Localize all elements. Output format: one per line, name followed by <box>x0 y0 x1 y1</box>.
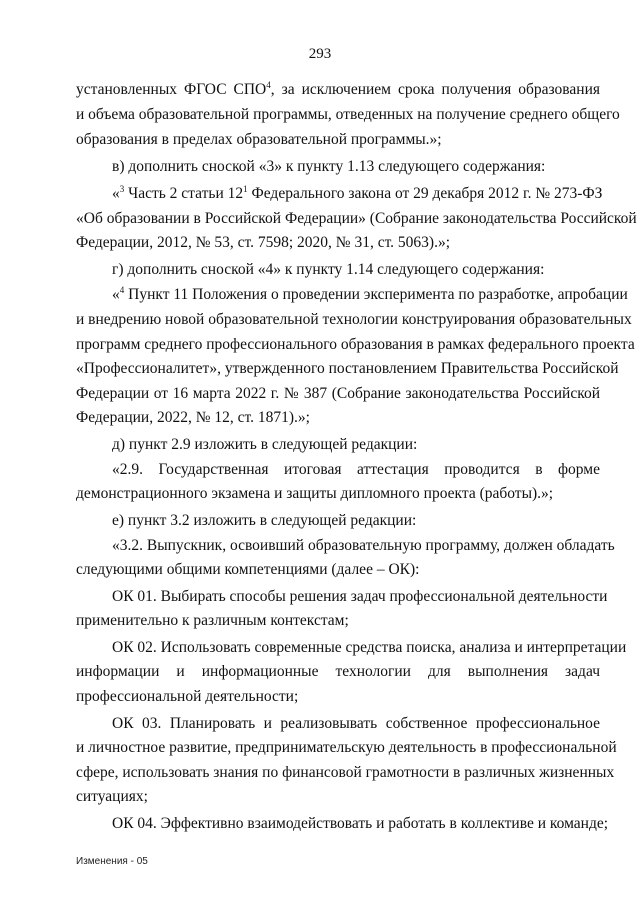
text-line: и объема образовательной программы, отведенных на получение среднего общего <box>76 106 620 123</box>
text-line: Федерации от 16 марта 2022 г. № 387 (Собрание законодательства Российской <box>76 385 600 402</box>
text-line: Федерации, 2022, № 12, ст. 1871).»; <box>76 409 310 426</box>
text-line <box>112 184 603 204</box>
footer-note: Изменения - 05 <box>76 856 148 867</box>
text-fragment: Федерального закона от 29 декабря 2012 г. № 273-ФЗ <box>247 185 603 202</box>
text-line: программ среднего профессионального образования в рамках федерального проекта <box>76 336 635 353</box>
text-line: следующими общими компетенциями (далее – ОК): <box>76 561 420 578</box>
text-line: демонстрационного экзамена и защиты дипломного проекта (работы).»; <box>76 485 554 502</box>
text-fragment: « <box>112 286 120 303</box>
text-line: «3.2. Выпускник, освоивший образовательную программу, должен обладать <box>112 537 615 554</box>
text-line <box>76 80 600 100</box>
text-line: применительно к различным контекстам; <box>76 612 349 629</box>
text-fragment: « <box>112 185 120 202</box>
text-line: Федерации, 2012, № 53, ст. 7598; 2020, № 31, ст. 5063).»; <box>76 234 451 251</box>
footnote-marker: 1 <box>243 184 248 194</box>
text-line <box>112 285 628 305</box>
text-fragment: , за исключением срока получения образования <box>270 81 600 98</box>
text-line: ОК 02. Использовать современные средства поиска, анализа и интерпретации <box>112 639 627 656</box>
text-line: «Об образовании в Российской Федерации» (Собрание законодательства Российской <box>76 210 637 227</box>
text-line: г) дополнить сноской «4» к пункту 1.14 следующего содержания: <box>112 261 545 278</box>
text-line: «2.9. Государственная итоговая аттестация проводится в форме <box>112 461 600 478</box>
text-line: сфере, использовать знания по финансовой грамотности в различных жизненных <box>76 764 615 781</box>
text-line: и внедрению новой образовательной технологии конструирования образовательных <box>76 311 632 328</box>
text-line: д) пункт 2.9 изложить в следующей редакции: <box>112 436 418 453</box>
text-line: образования в пределах образовательной программы.»; <box>76 131 442 148</box>
text-line: и личностное развитие, предпринимательскую деятельность в профессиональной <box>76 739 617 756</box>
text-fragment: установленных ФГОС СПО <box>76 81 267 98</box>
footnote-marker: 4 <box>266 80 271 90</box>
text-line: информации и информационные технологии для выполнения задач <box>76 663 600 680</box>
text-fragment: Пункт 11 Положения о проведении эксперимента по разработке, апробации <box>124 286 628 303</box>
text-line: в) дополнить сноской «3» к пункту 1.13 следующего содержания: <box>112 158 546 175</box>
text-line: профессиональной деятельности; <box>76 688 299 705</box>
text-line: ситуациях; <box>76 788 148 805</box>
footnote-marker: 3 <box>119 184 125 194</box>
footnote-marker: 4 <box>119 285 125 295</box>
text-fragment: Часть 2 статьи 12 <box>124 185 244 202</box>
page-number: 293 <box>308 46 332 62</box>
text-line: е) пункт 3.2 изложить в следующей редакции: <box>112 512 417 529</box>
text-line: ОК 01. Выбирать способы решения задач профессиональной деятельности <box>112 588 608 605</box>
text-line: ОК 04. Эффективно взаимодействовать и работать в коллективе и команде; <box>112 815 609 832</box>
text-line: ОК 03. Планировать и реализовывать собственное профессиональное <box>112 715 600 732</box>
text-line: «Профессионалитет», утвержденного постановлением Правительства Российской <box>76 360 619 377</box>
